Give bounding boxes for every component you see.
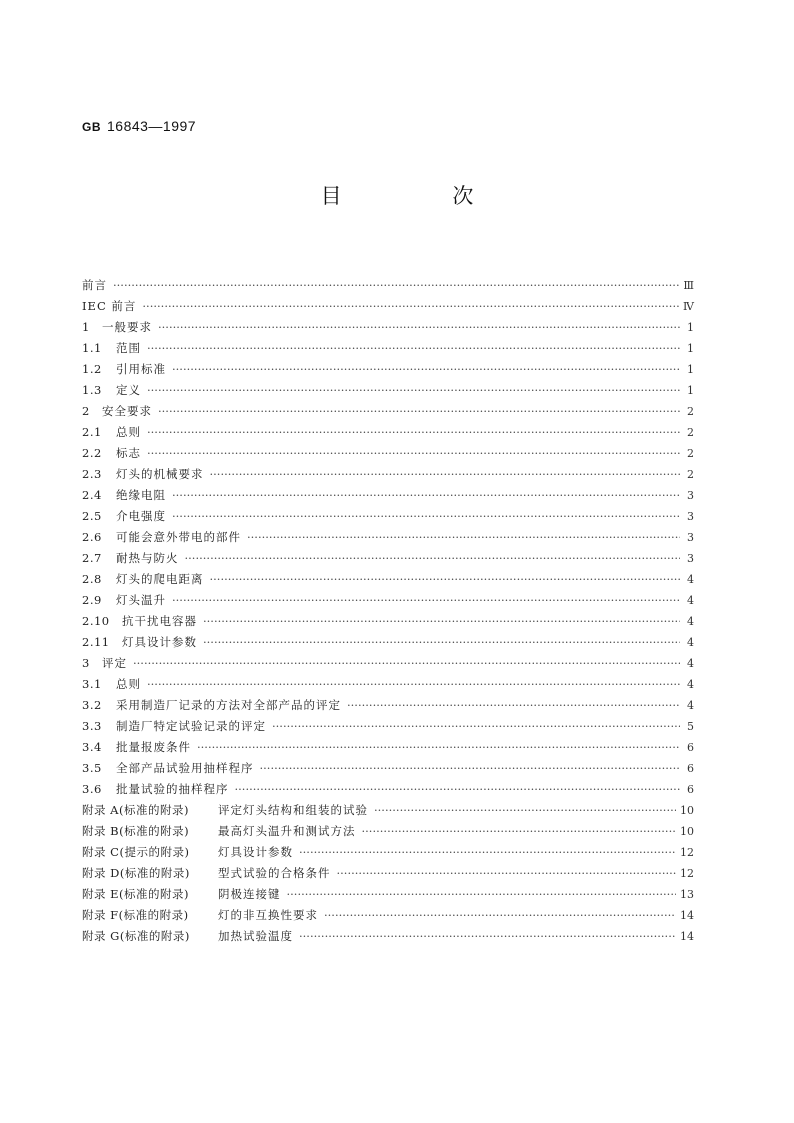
toc-dot-leader <box>147 443 680 464</box>
toc-dot-leader <box>147 422 680 443</box>
toc-entry-number: 2.5 <box>82 509 102 523</box>
toc-entry-page: 10 <box>680 804 694 817</box>
toc-entry-number: 2.10 <box>82 614 110 628</box>
standard-prefix: GB <box>82 120 101 134</box>
toc-entry[interactable] <box>82 275 694 296</box>
toc-dot-leader <box>197 737 680 758</box>
toc-entry[interactable] <box>82 779 694 800</box>
toc-dot-leader <box>133 653 680 674</box>
toc-entry-page: 4 <box>687 615 694 628</box>
toc-dot-leader <box>172 485 680 506</box>
toc-entry-label: 灯头的机械要求 <box>116 467 204 481</box>
toc-entry-label: IEC 前言 <box>82 299 137 313</box>
toc-dot-leader <box>147 338 680 359</box>
toc-entry[interactable] <box>82 884 694 905</box>
toc-entry[interactable] <box>82 653 694 674</box>
toc-entry[interactable] <box>82 569 694 590</box>
toc-entry[interactable] <box>82 527 694 548</box>
toc-entry-page: 1 <box>687 363 694 376</box>
toc-entry-number: 2.11 <box>82 635 110 649</box>
toc-dot-leader <box>203 611 680 632</box>
toc-entry-number: 1.1 <box>82 341 102 355</box>
toc-entry-page: 2 <box>687 468 694 481</box>
toc-dot-leader <box>147 674 680 695</box>
toc-entry-number: 3 <box>82 656 90 670</box>
toc-entry-page: 3 <box>687 531 694 544</box>
toc-entry-page: 4 <box>687 573 694 586</box>
toc-entry[interactable] <box>82 758 694 779</box>
toc-entry[interactable] <box>82 506 694 527</box>
toc-entry-label: 批量报废条件 <box>116 740 191 754</box>
toc-entry-number: 3.2 <box>82 698 102 712</box>
toc-entry-page: 12 <box>680 846 694 859</box>
toc-entry[interactable] <box>82 401 694 422</box>
toc-entry-label: 灯头温升 <box>116 593 166 607</box>
toc-entry-page: 14 <box>680 909 694 922</box>
page-title: 目 次 <box>320 184 526 208</box>
toc-entry-label: 前言 <box>82 278 107 292</box>
toc-entry-number: 附录 C(提示的附录) <box>82 845 190 859</box>
toc-entry-label: 采用制造厂记录的方法对全部产品的评定 <box>116 698 341 712</box>
toc-entry-page: 1 <box>687 321 694 334</box>
toc-entry-number: 附录 A(标准的附录) <box>82 803 189 817</box>
toc-entry-page: 4 <box>687 594 694 607</box>
toc-entry-number: 2.4 <box>82 488 102 502</box>
toc-entry-page: 4 <box>687 678 694 691</box>
toc-entry-page: 12 <box>680 867 694 880</box>
toc-entry[interactable] <box>82 338 694 359</box>
toc-entry[interactable] <box>82 422 694 443</box>
toc-entry-label: 可能会意外带电的部件 <box>116 530 241 544</box>
toc-entry[interactable] <box>82 464 694 485</box>
toc-entry-number: 2.7 <box>82 551 102 565</box>
toc-dot-leader <box>337 863 677 884</box>
toc-entry[interactable] <box>82 548 694 569</box>
toc-dot-leader <box>203 632 680 653</box>
toc-entry-label: 批量试验的抽样程序 <box>116 782 229 796</box>
toc-dot-leader <box>374 800 676 821</box>
toc-entry-label: 灯头的爬电距离 <box>116 572 204 586</box>
toc-entry-number: 附录 E(标准的附录) <box>82 887 190 901</box>
toc-entry[interactable] <box>82 800 694 821</box>
toc-entry[interactable] <box>82 695 694 716</box>
toc-entry-number: 2.9 <box>82 593 102 607</box>
toc-entry-number: 1.2 <box>82 362 102 376</box>
toc-entry-number: 1.3 <box>82 383 102 397</box>
toc-entry-page: 3 <box>687 510 694 523</box>
toc-entry[interactable] <box>82 716 694 737</box>
toc-entry-number: 附录 G(标准的附录) <box>82 929 190 943</box>
toc-entry[interactable] <box>82 443 694 464</box>
toc-entry-number: 2.6 <box>82 530 102 544</box>
toc-entry-number: 附录 B(标准的附录) <box>82 824 190 838</box>
toc-dot-leader <box>185 548 681 569</box>
toc-dot-leader <box>299 926 676 947</box>
toc-entry-label: 加热试验温度 <box>218 929 293 943</box>
toc-entry-number: 2.8 <box>82 572 102 586</box>
toc-dot-leader <box>172 590 680 611</box>
toc-dot-leader <box>158 317 680 338</box>
toc-entry[interactable] <box>82 863 694 884</box>
toc-entry-label: 评定 <box>102 656 127 670</box>
toc-entry-page: 6 <box>687 762 694 775</box>
toc-dot-leader <box>324 905 676 926</box>
toc-entry-number: 2.1 <box>82 425 102 439</box>
toc-entry-number: 3.6 <box>82 782 102 796</box>
table-of-contents <box>82 275 694 947</box>
toc-entry[interactable] <box>82 296 694 317</box>
toc-entry-page: 4 <box>687 636 694 649</box>
toc-entry-label: 定义 <box>116 383 141 397</box>
toc-entry-page: 2 <box>687 405 694 418</box>
toc-entry-page: 10 <box>680 825 694 838</box>
toc-entry-number: 2.2 <box>82 446 102 460</box>
toc-dot-leader <box>247 527 680 548</box>
toc-entry-page: 13 <box>680 888 694 901</box>
toc-entry-label: 一般要求 <box>102 320 152 334</box>
toc-entry[interactable] <box>82 317 694 338</box>
toc-entry-label: 抗干扰电容器 <box>122 614 197 628</box>
standard-number: 16843—1997 <box>107 118 197 134</box>
toc-entry-label: 制造厂特定试验记录的评定 <box>116 719 266 733</box>
toc-entry-page: 1 <box>687 342 694 355</box>
toc-dot-leader <box>142 296 679 317</box>
toc-dot-leader <box>287 884 677 905</box>
toc-entry-page: 2 <box>687 426 694 439</box>
toc-entry-label: 灯的非互换性要求 <box>218 908 318 922</box>
toc-entry[interactable] <box>82 842 694 863</box>
toc-dot-leader <box>172 359 680 380</box>
toc-entry-label: 总则 <box>116 425 141 439</box>
toc-dot-leader <box>210 464 681 485</box>
toc-entry[interactable] <box>82 737 694 758</box>
toc-entry-label: 评定灯头结构和组装的试验 <box>218 803 368 817</box>
toc-entry-page: 14 <box>680 930 694 943</box>
toc-dot-leader <box>147 380 680 401</box>
toc-entry-label: 灯具设计参数 <box>122 635 197 649</box>
toc-entry-label: 介电强度 <box>116 509 166 523</box>
toc-entry-label: 灯具设计参数 <box>218 845 293 859</box>
toc-entry-label: 全部产品试验用抽样程序 <box>116 761 254 775</box>
toc-entry-label: 最高灯头温升和测试方法 <box>218 824 356 838</box>
toc-entry-page: 2 <box>687 447 694 460</box>
toc-entry-label: 范围 <box>116 341 141 355</box>
toc-entry-number: 附录 D(标准的附录) <box>82 866 190 880</box>
toc-entry-page: Ⅳ <box>683 300 694 313</box>
toc-entry-page: 6 <box>687 741 694 754</box>
toc-entry-label: 耐热与防火 <box>116 551 179 565</box>
standard-code <box>82 118 196 134</box>
toc-dot-leader <box>347 695 680 716</box>
toc-entry-number: 3.5 <box>82 761 102 775</box>
toc-entry-number: 3.3 <box>82 719 102 733</box>
toc-dot-leader <box>210 569 681 590</box>
toc-dot-leader <box>272 716 680 737</box>
toc-entry-label: 总则 <box>116 677 141 691</box>
toc-entry-label: 型式试验的合格条件 <box>218 866 331 880</box>
toc-entry-page: 4 <box>687 699 694 712</box>
toc-entry-page: 6 <box>687 783 694 796</box>
toc-entry[interactable] <box>82 359 694 380</box>
toc-entry-page: 3 <box>687 489 694 502</box>
toc-entry-label: 安全要求 <box>102 404 152 418</box>
toc-entry-page: 3 <box>687 552 694 565</box>
toc-dot-leader <box>235 779 681 800</box>
toc-dot-leader <box>260 758 681 779</box>
toc-entry-label: 标志 <box>116 446 141 460</box>
toc-entry-label: 引用标准 <box>116 362 166 376</box>
toc-entry[interactable] <box>82 926 694 947</box>
toc-entry[interactable] <box>82 485 694 506</box>
toc-entry-number: 3.1 <box>82 677 102 691</box>
toc-entry-number: 3.4 <box>82 740 102 754</box>
toc-entry[interactable] <box>82 632 694 653</box>
toc-dot-leader <box>113 275 679 296</box>
toc-dot-leader <box>158 401 680 422</box>
toc-entry[interactable] <box>82 674 694 695</box>
toc-entry[interactable] <box>82 905 694 926</box>
toc-entry[interactable] <box>82 821 694 842</box>
toc-entry[interactable] <box>82 380 694 401</box>
toc-entry-number: 2 <box>82 404 90 418</box>
toc-entry-number: 附录 F(标准的附录) <box>82 908 189 922</box>
toc-entry[interactable] <box>82 590 694 611</box>
toc-entry-label: 阴极连接键 <box>218 887 281 901</box>
toc-dot-leader <box>172 506 680 527</box>
toc-entry-label: 绝缘电阻 <box>116 488 166 502</box>
toc-dot-leader <box>299 842 676 863</box>
toc-entry-number: 1 <box>82 320 90 334</box>
toc-entry-page: 4 <box>687 657 694 670</box>
toc-entry-page: 1 <box>687 384 694 397</box>
toc-entry-number: 2.3 <box>82 467 102 481</box>
toc-entry-page: Ⅲ <box>683 279 694 292</box>
toc-dot-leader <box>362 821 677 842</box>
toc-entry-page: 5 <box>687 720 694 733</box>
toc-entry[interactable] <box>82 611 694 632</box>
